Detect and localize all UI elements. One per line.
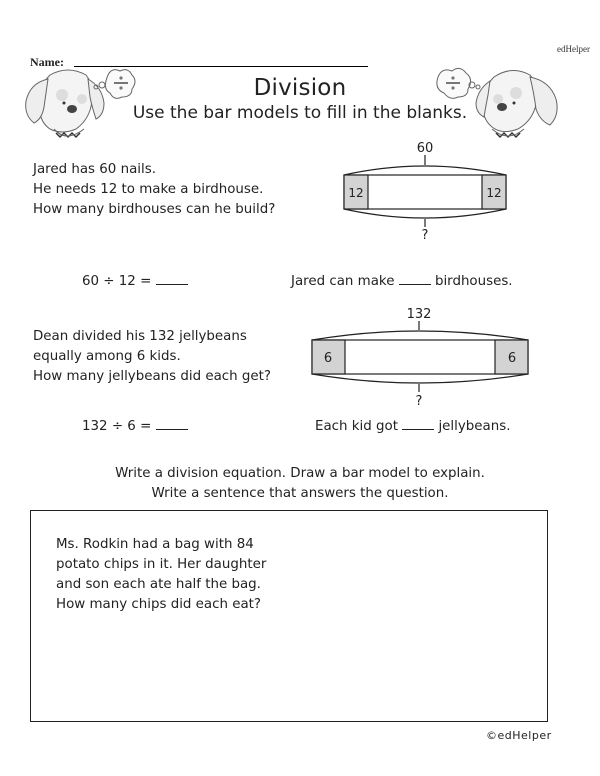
brand-label: edHelper <box>557 44 590 54</box>
problem-1-answer-sentence <box>291 272 513 289</box>
problem-2-equation-blank[interactable] <box>156 417 188 430</box>
problem-2-line: Dean divided his 132 jellybeans <box>33 329 247 344</box>
instruction-line: Write a division equation. Draw a bar model to explain. <box>115 466 485 481</box>
bar-model-1-total: 60 <box>416 141 434 156</box>
copyright-label: ©edHelper <box>486 729 552 742</box>
bar-model-2-unknown: ? <box>415 394 423 409</box>
problem-2-equation <box>82 417 188 434</box>
bar-model-1-part-left-label: 12 <box>348 186 364 200</box>
problem-1-answer-blank[interactable] <box>399 272 431 285</box>
open-problem-line: Ms. Rodkin had a bag with 84 <box>56 537 254 552</box>
bar-model-2 <box>305 302 537 412</box>
problem-2-line: equally among 6 kids. <box>33 349 181 364</box>
bar-model-1-bottom-brace <box>344 209 506 218</box>
instructions <box>0 464 600 504</box>
problem-1-answer-prefix: Jared can make <box>291 274 399 289</box>
bar-model-2-total: 132 <box>406 307 432 322</box>
problem-1-line: He needs 12 to make a birdhouse. <box>33 182 264 197</box>
instruction-line: Write a sentence that answers the question. <box>151 486 449 501</box>
problem-2-answer-blank[interactable] <box>402 417 434 430</box>
open-problem-line: and son each ate half the bag. <box>56 577 261 592</box>
problem-1-line: How many birdhouses can he build? <box>33 202 276 217</box>
page-subtitle: Use the bar models to fill in the blanks. <box>132 103 468 123</box>
bar-model-2-top-brace <box>312 331 528 340</box>
page-title: Division <box>253 75 347 101</box>
bar-model-2-part-right-label: 6 <box>507 351 517 366</box>
problem-2-text <box>33 327 271 387</box>
open-problem-line: How many chips did each eat? <box>56 597 262 612</box>
bar-model-2-part-left-label: 6 <box>323 351 333 366</box>
problem-1-equation <box>82 272 188 289</box>
bar-model-1-unknown: ? <box>421 228 429 243</box>
problem-2-equation-text: 132 ÷ 6 = <box>82 419 156 434</box>
problem-1-text <box>33 160 275 220</box>
problem-1-equation-blank[interactable] <box>156 272 188 285</box>
problem-2-line: How many jellybeans did each get? <box>33 369 271 384</box>
problem-1-equation-text: 60 ÷ 12 = <box>82 274 156 289</box>
problem-2-answer-sentence <box>315 417 510 434</box>
name-label: Name: <box>30 55 64 69</box>
open-problem-line: potato chips in it. Her daughter <box>56 557 267 572</box>
problem-2-answer-suffix: jellybeans. <box>434 419 511 434</box>
bar-model-1 <box>330 135 520 245</box>
problem-1-line: Jared has 60 nails. <box>33 162 156 177</box>
bar-model-1-part-right-label: 12 <box>486 186 502 200</box>
bar-model-2-bottom-brace <box>312 374 528 383</box>
bar-model-1-top-brace <box>344 166 506 175</box>
open-problem-text <box>56 535 266 615</box>
problem-1-answer-suffix: birdhouses. <box>430 274 513 289</box>
problem-2-answer-prefix: Each kid got <box>315 419 403 434</box>
